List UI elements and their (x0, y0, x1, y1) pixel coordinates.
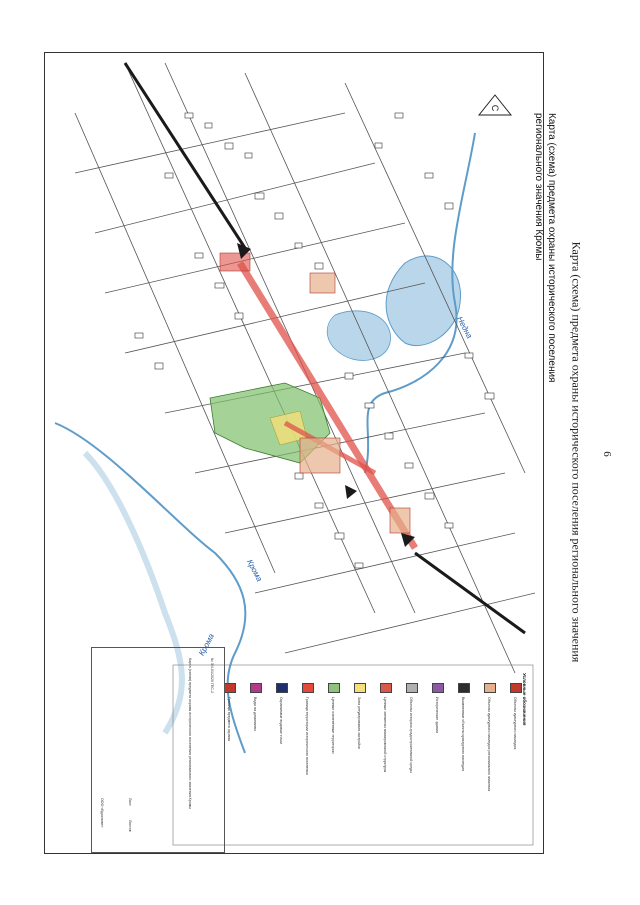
legend-swatch (432, 683, 444, 693)
legend-label: Виды на доминанты (253, 697, 257, 731)
legend-swatch (224, 683, 236, 693)
legend-label: Граница предмета охраны (227, 697, 231, 742)
stamp-sheet: Лист (128, 798, 132, 806)
lake-nedna (386, 256, 460, 346)
compass-letter: С (490, 104, 500, 112)
legend-label: Ценные элементы планировочной структуры (383, 697, 387, 773)
legend-label: Объекты историко-градостроительной среды (409, 697, 413, 773)
stamp (91, 647, 225, 853)
map-sheet (44, 52, 557, 854)
map-title-line1: Карта (схема) предмета охраны исторического поселения (546, 113, 557, 383)
heritage-block-east (310, 273, 335, 293)
road-south (415, 553, 525, 633)
legend-label: Охраняемые видовые точки (279, 697, 283, 745)
legend-heading: Условные обозначения (522, 673, 527, 726)
legend-swatch (510, 683, 522, 693)
stamp-description: Карта (схема) предмета охраны исторического поселения регионального значения Кромы (188, 658, 192, 809)
heritage-block-center (300, 438, 340, 473)
page-number: 6 (600, 451, 613, 457)
legend-swatch (276, 683, 288, 693)
legend-label: Объекты культурного наследия регионального значения (487, 697, 491, 792)
legend-label: Исторические здания (435, 697, 439, 733)
legend-swatch (484, 683, 496, 693)
page-title-text: Карта (схема) предмета охраны исторического поселения регионального значения (569, 241, 584, 663)
stamp-code: № 3/4-01/2020 ГЕС-2 (210, 658, 214, 694)
legend-swatch (302, 683, 314, 693)
heritage-block-south (390, 508, 410, 533)
legend-swatch (380, 683, 392, 693)
legend-swatch (458, 683, 470, 693)
arrow-center (345, 485, 357, 499)
stamp-org: ООО «Вдохнове» (100, 798, 104, 828)
heritage-block-north (220, 253, 250, 271)
road-north (125, 63, 245, 248)
legend-label: Граница территории исторического поселения (305, 697, 309, 775)
legend-swatch (328, 683, 340, 693)
legend-swatch (250, 683, 262, 693)
legend-swatch (406, 683, 418, 693)
legend-label: Ценные озеленённые территории (331, 697, 335, 754)
river-label-kroma: Крома (245, 558, 265, 584)
stamp-sheets: Листов (128, 820, 132, 832)
buildings (135, 113, 494, 568)
legend-label: Выявленные объекты культурного наследия (461, 697, 465, 771)
legend-label: Объекты культурного наследия (513, 697, 517, 750)
river-label-kroma-2: Крома (197, 632, 217, 658)
pond-north (327, 311, 390, 361)
river-label-nedna: Недна (455, 315, 474, 340)
map-title-line2: регионального значения Кромы (533, 113, 544, 261)
legend-swatch (354, 683, 366, 693)
legend-label: Зона регулирования застройки (357, 697, 361, 749)
